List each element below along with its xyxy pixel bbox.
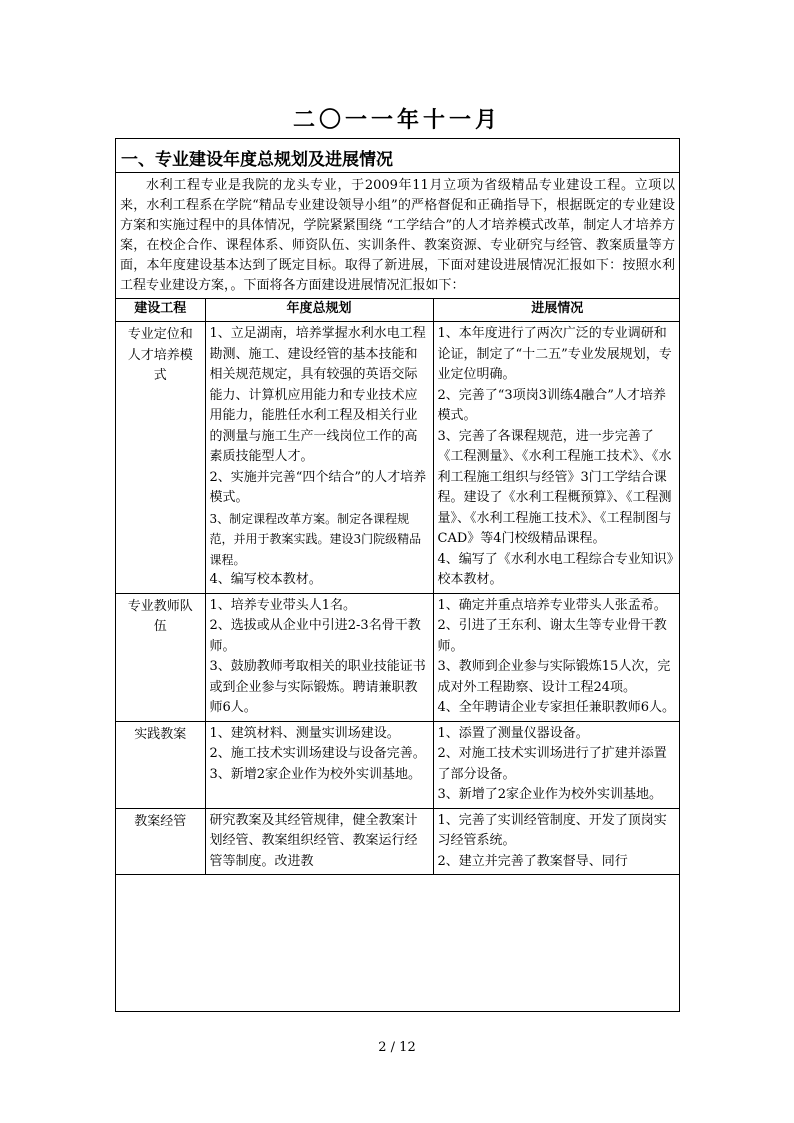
document-frame (115, 138, 680, 1012)
row-progress (433, 721, 680, 808)
progress-item: 1、确定并重点培养专业带头人张孟希。 (437, 597, 667, 613)
progress-table (116, 299, 680, 875)
progress-item: 1、本年度进行了两次广泛的专业调研和论证，制定了“十二五”专业发展规划，专业定位明确。 (437, 326, 672, 382)
row-category: 教案经管 (116, 808, 205, 875)
progress-item: 2、引进了王东利、谢太生等专业骨干教师。 (437, 618, 667, 654)
row-plan (205, 721, 433, 808)
plan-item: 4、编写校本教材。 (209, 572, 322, 587)
intro-paragraph: 水利工程专业是我院的龙头专业，于2009年11月立项为省级精品专业建设工程。立项以来，水利工程系在学院“精品专业建设领导小组”的严格督促和正确指导下，根据既定的专业建设方案和实施过程中的具体情况，学院紧紧围绕 “工学结合”的人才培养模式改革，制定人才培养方案，在校企合作、课程体系、师资队伍、实训条件、教案资源、专业研究与经管、教案质量等方面，本年度建设基本达到了既定目标。取得了新进展，下面对建设进展情况汇报如下：按照水利工程专业建设方案，。下面将各方面建设进展情况汇报如下： (116, 173, 679, 299)
plan-item: 2、实施并完善“四个结合”的人才培养模式。 (209, 469, 427, 505)
progress-item: 2、对施工技术实训场进行了扩建并添置了部分设备。 (437, 746, 667, 782)
header-progress: 进展情况 (433, 299, 680, 322)
row-plan (205, 593, 433, 721)
plan-item: 3、新增2家企业作为校外实训基地。 (209, 766, 422, 782)
header-plan: 年度总规划 (205, 299, 433, 322)
progress-item: 3、完善了各课程规范，进一步完善了《工程测量》、《水利工程施工技术》、《水利工程施工组织与经管》3门工学结合课程。建设了《水利工程概预算》、《工程测量》、《水利工程施工技术》、《工程制图与CAD》等4门校级精品课程。 (437, 428, 672, 546)
plan-item: 1、培养专业带头人1名。 (209, 597, 357, 613)
plan-item: 1、建筑材料、测量实训场建设。 (209, 725, 400, 741)
progress-item: 4、编写了《水利水电工程综合专业知识》校本教材。 (437, 551, 674, 587)
progress-item: 3、教师到企业参与实际锻炼15人次，完成对外工程勘察、设计工程24项。 (437, 659, 671, 695)
table-row (116, 808, 680, 875)
row-progress (433, 808, 680, 875)
progress-item: 1、完善了实训经管制度、开发了顶岗实习经管系统。 (437, 812, 667, 848)
progress-item: 2、建立并完善了教案督导、同行 (437, 853, 628, 869)
row-progress (433, 322, 680, 594)
row-category: 专业定位和人才培养模式 (116, 322, 205, 594)
row-category: 专业教师队伍 (116, 593, 205, 721)
header-project: 建设工程 (116, 299, 205, 322)
plan-item: 研究教案及其经管规律，健全教案计划经管、教案组织经管、教案运行经管等制度。改进教 (209, 812, 418, 869)
row-category: 实践教案 (116, 721, 205, 808)
progress-item: 2、完善了“3项岗3训练4融合”人才培养模式。 (437, 387, 666, 423)
progress-item: 3、新增了2家企业作为校外实训基地。 (437, 787, 663, 802)
page-number: 2 / 12 (378, 1040, 416, 1055)
section-title: 一、专业建设年度总规划及进展情况 (116, 139, 679, 173)
row-plan (205, 808, 433, 875)
plan-item: 1、立足湖南，培养掌握水利水电工程勘测、施工、建设经管的基本技能和相关规范规定，具有较强的英语交际能力、计算机应用能力和专业技术应用能力，能胜任水利工程及相关行业的测量与施工生产一线岗位工作的高素质技能型人才。 (209, 326, 426, 464)
plan-item: 2、施工技术实训场建设与设备完善。 (209, 746, 426, 761)
plan-item: 3、鼓励教师考取相关的职业技能证书或到企业参与实际锻炼。聘请兼职教师6人。 (209, 659, 426, 715)
document-date: 二〇一一年十一月 (292, 108, 501, 133)
plan-item: 2、选拔或从企业中引进2-3名骨干教师。 (209, 618, 421, 654)
row-progress (433, 593, 680, 721)
progress-item: 1、添置了测量仪器设备。 (437, 725, 589, 741)
table-row (116, 593, 680, 721)
progress-item: 4、全年聘请企业专家担任兼职教师6人。 (437, 700, 676, 715)
plan-item: 3、制定课程改革方案。制定各课程规范，并用于教案实践。建设3门院级精品课程。 (209, 511, 422, 567)
table-row (116, 322, 680, 594)
table-row (116, 721, 680, 808)
row-plan (205, 322, 433, 594)
table-header-row (116, 299, 680, 322)
